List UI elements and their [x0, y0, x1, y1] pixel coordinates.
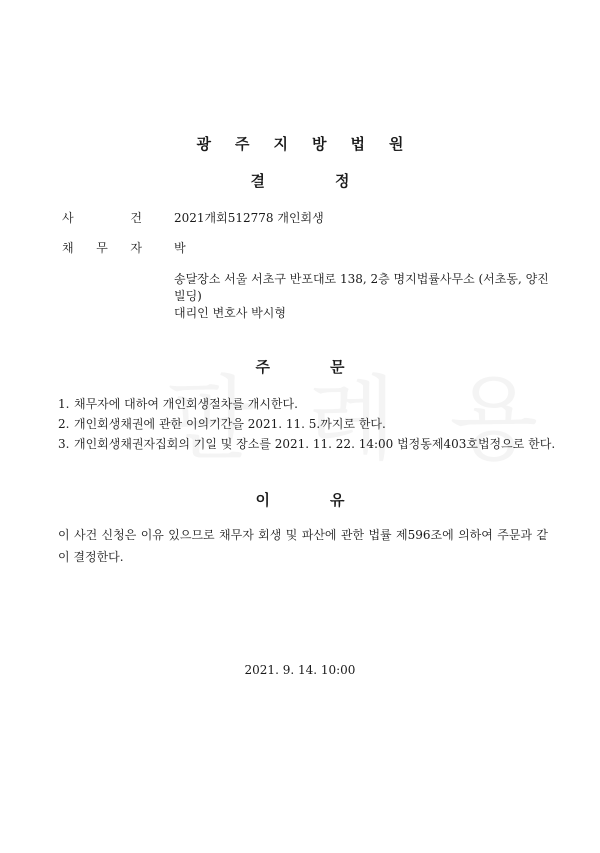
order-number: 1. — [58, 397, 70, 411]
reason-heading: 이유 — [255, 491, 405, 509]
order-text: 개인회생채권자집회의 기일 및 장소를 2021. 11. 22. 14:00 법정동제403호법정으로 한다. — [74, 437, 556, 451]
label-char: 건 — [130, 211, 142, 225]
order-list — [58, 395, 558, 455]
order-item — [58, 415, 558, 433]
decision-date: 2021. 9. 14. 10:00 — [244, 663, 356, 677]
reason-text: 이 사건 신청은 이유 있으므로 채무자 회생 및 파산에 관한 법률 제596조에 의하여 주문과 같이 결정한다. — [58, 528, 548, 564]
attorney: 대리인 변호사 박시형 — [174, 306, 286, 320]
debtor-value: 박 — [174, 241, 186, 255]
debtor-label — [62, 240, 142, 256]
court-name: 광주지방법원 — [196, 135, 428, 153]
order-text: 개인회생채권에 관한 이의기간을 2021. 11. 5.까지로 한다. — [74, 417, 386, 431]
agent-block — [174, 271, 556, 322]
label-char: 사 — [62, 211, 74, 225]
order-heading: 주문 — [255, 358, 405, 376]
case-value: 2021개회512778 개인회생 — [174, 211, 324, 225]
order-number: 2. — [58, 417, 70, 431]
service-address: 송달장소 서울 서초구 반포대로 138, 2층 명지법률사무소 (서초동, 양진빌딩) — [174, 272, 549, 303]
label-char: 자 — [130, 241, 142, 255]
label-char: 무 — [96, 241, 108, 255]
order-number: 3. — [58, 437, 70, 451]
case-label — [62, 210, 142, 226]
label-char: 채 — [62, 241, 74, 255]
order-text: 채무자에 대하여 개인회생절차를 개시한다. — [74, 397, 298, 411]
order-item — [58, 435, 558, 453]
document-title: 결정 — [250, 172, 420, 190]
order-item — [58, 395, 558, 413]
